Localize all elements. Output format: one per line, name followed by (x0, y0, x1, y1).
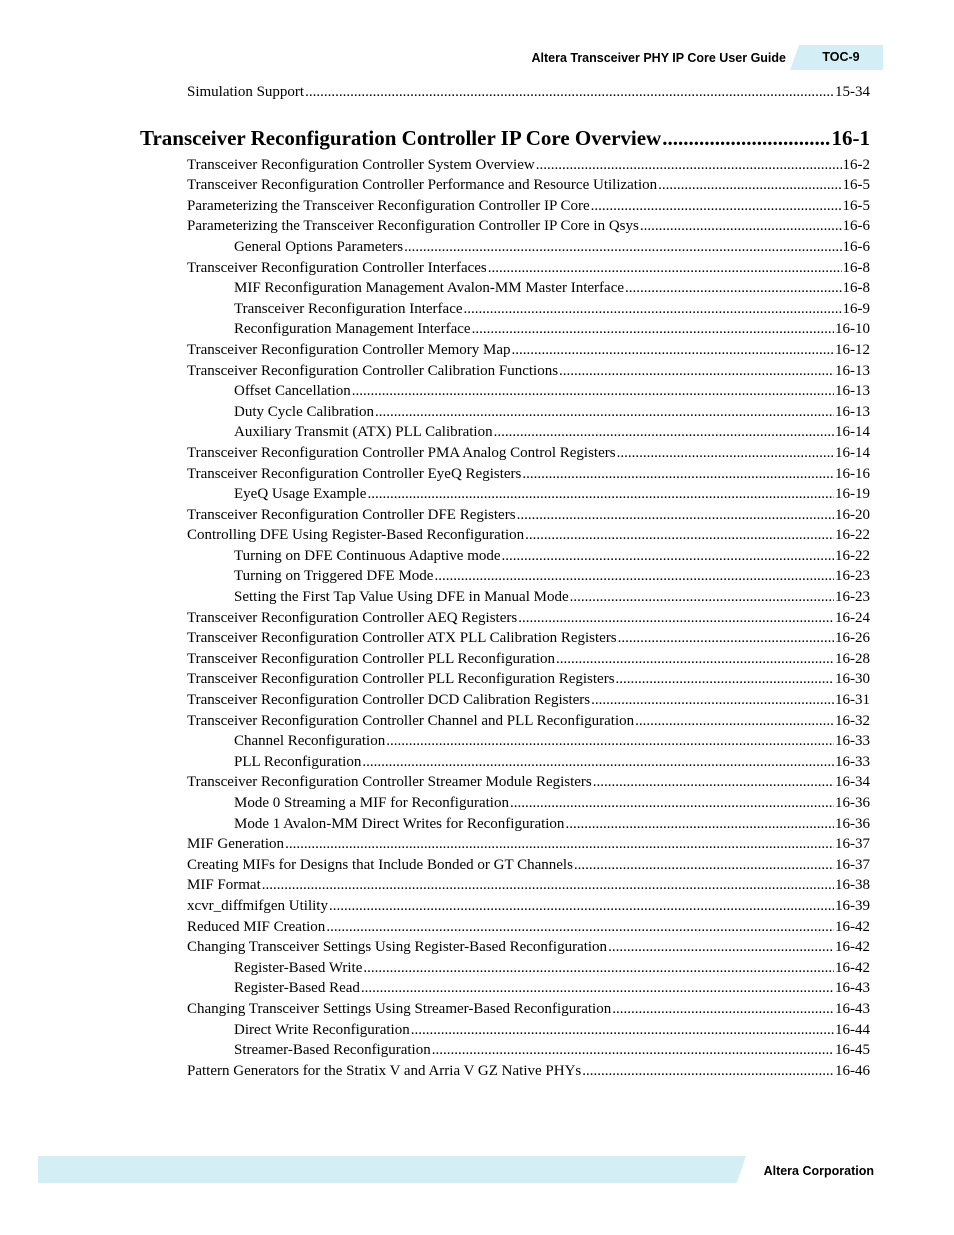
toc-entry-title: Reduced MIF Creation (187, 918, 326, 935)
toc-entry-page: 16-46 (835, 1062, 870, 1079)
toc-entry-title: Transceiver Reconfiguration Controller ATX PLL Calibration Registers (187, 630, 617, 647)
toc-entry-title: General Options Parameters (234, 238, 404, 255)
toc-entry-page: 16-22 (835, 527, 870, 544)
toc-dot-leader (512, 340, 834, 361)
toc-dot-leader (536, 155, 842, 176)
toc-entry-page: 16-33 (835, 753, 870, 770)
toc-entry-title: Direct Write Reconfiguration (234, 1021, 410, 1038)
toc-entry-title: Transceiver Reconfiguration Controller Streamer Module Registers (187, 774, 592, 791)
toc-dot-leader (502, 546, 834, 567)
toc-entry-page: 16-36 (835, 815, 870, 832)
toc-dot-leader (285, 834, 834, 855)
toc-dot-leader (363, 958, 834, 979)
toc-entry-page: 16-14 (835, 444, 870, 461)
toc-entry-title: Transceiver Reconfiguration Controller Interfaces (187, 259, 487, 276)
toc-entry[interactable] (140, 814, 870, 835)
toc-entry-page: 16-10 (835, 321, 870, 338)
toc-entry-title: MIF Format (187, 877, 261, 894)
toc-entry-title: Transceiver Reconfiguration Controller DCD Calibration Registers (187, 692, 591, 709)
toc-entry-title: Streamer-Based Reconfiguration (234, 1042, 431, 1059)
toc-entry-page: 16-20 (835, 506, 870, 523)
toc-entry[interactable] (140, 216, 870, 237)
toc-entry-title: Transceiver Reconfiguration Controller System Overview (187, 156, 535, 173)
toc-entry-page: 16-32 (835, 712, 870, 729)
toc-entry-page: 16-37 (835, 856, 870, 873)
toc-entry-page: 16-16 (835, 465, 870, 482)
toc-entry[interactable] (140, 278, 870, 299)
toc-entry[interactable] (140, 175, 870, 196)
toc-dot-leader (574, 855, 834, 876)
toc-entry[interactable] (140, 505, 870, 526)
toc-entry-page: 16-30 (835, 671, 870, 688)
toc-entry-title: Creating MIFs for Designs that Include Bonded or GT Channels (187, 856, 573, 873)
toc-entry[interactable] (140, 999, 870, 1020)
toc-entry-page: 16-12 (835, 341, 870, 358)
toc-entry-title: Transceiver Reconfiguration Controller Channel and PLL Reconfiguration (187, 712, 635, 729)
toc-dot-leader (593, 772, 834, 793)
toc-entry-title: Parameterizing the Transceiver Reconfiguration Controller IP Core (187, 197, 590, 214)
toc-entry[interactable] (140, 731, 870, 752)
toc-dot-leader (559, 361, 834, 382)
toc-dot-leader (565, 814, 834, 835)
toc-dot-leader (640, 216, 842, 237)
toc-entry-title: Transceiver Reconfiguration Interface (234, 300, 463, 317)
toc-entry-title: Turning on Triggered DFE Mode (234, 568, 434, 585)
toc-entry[interactable] (140, 82, 870, 103)
toc-entry-page: 16-9 (842, 300, 870, 317)
toc-entry-title: Transceiver Reconfiguration Controller AEQ Registers (187, 609, 518, 626)
toc-entry[interactable] (140, 402, 870, 423)
toc-entry[interactable] (140, 978, 870, 999)
toc-entry-page: 16-31 (835, 692, 870, 709)
toc-dot-leader (662, 123, 830, 153)
toc-entry[interactable] (140, 958, 870, 979)
toc-entry-page: 16-14 (835, 424, 870, 441)
toc-entry-page: 16-6 (842, 238, 870, 255)
toc-entry[interactable] (140, 340, 870, 361)
toc-entry-page: 16-8 (842, 259, 870, 276)
toc-entry-title: MIF Reconfiguration Management Avalon-MM Master Interface (234, 280, 625, 297)
toc-entry[interactable] (140, 917, 870, 938)
toc-entry-page: 16-5 (842, 197, 870, 214)
toc-dot-leader (361, 978, 834, 999)
toc-entry-page: 16-42 (835, 959, 870, 976)
toc-entry-page: 16-8 (842, 280, 870, 297)
footer-company: Altera Corporation (763, 1164, 874, 1178)
toc-entry[interactable] (140, 608, 870, 629)
toc-entry-page: 16-13 (835, 403, 870, 420)
toc-entry[interactable] (140, 1061, 870, 1082)
toc-dot-leader (386, 731, 834, 752)
toc-entry[interactable] (140, 937, 870, 958)
toc-entry[interactable] (140, 711, 870, 732)
toc-entry-title: Changing Transceiver Settings Using Streamer-Based Reconfiguration (187, 1000, 612, 1017)
toc-entry[interactable] (140, 525, 870, 546)
toc-entry[interactable] (140, 546, 870, 567)
toc-dot-leader (582, 1061, 834, 1082)
toc-entry-title: xcvr_diffmifgen Utility (187, 897, 328, 914)
toc-entry-title: Changing Transceiver Settings Using Register-Based Reconfiguration (187, 939, 608, 956)
guide-title: Altera Transceiver PHY IP Core User Guide (531, 51, 786, 65)
toc-entry[interactable] (140, 669, 870, 690)
toc-entry-title: Parameterizing the Transceiver Reconfiguration Controller IP Core in Qsys (187, 218, 639, 235)
toc-entry-title: Transceiver Reconfiguration Controller Calibration Functions (187, 362, 559, 379)
toc-entry-page: 16-22 (835, 547, 870, 564)
toc-dot-leader (591, 196, 842, 217)
toc-entry-page: 16-33 (835, 733, 870, 750)
toc-entry-title: Controlling DFE Using Register-Based Reconfiguration (187, 527, 525, 544)
toc-entry[interactable] (140, 422, 870, 443)
toc-entry[interactable] (140, 875, 870, 896)
toc-entry-page: 16-23 (835, 568, 870, 585)
toc-dot-leader (617, 443, 834, 464)
toc-entry-page: 16-24 (835, 609, 870, 626)
toc-dot-leader (658, 175, 841, 196)
toc-entry[interactable] (140, 1020, 870, 1041)
toc-entry[interactable] (140, 361, 870, 382)
toc-entry[interactable] (140, 196, 870, 217)
toc-dot-leader (305, 82, 834, 103)
toc-entry-title: Offset Cancellation (234, 383, 351, 400)
toc-entry[interactable] (140, 1040, 870, 1061)
toc-entry[interactable] (140, 299, 870, 320)
toc-entry-title: Transceiver Reconfiguration Controller EyeQ Registers (187, 465, 522, 482)
toc-entry[interactable] (140, 155, 870, 176)
toc-entry-page: 16-13 (835, 362, 870, 379)
toc-entry-page: 16-42 (835, 918, 870, 935)
toc-dot-leader (612, 999, 834, 1020)
toc-entry-title: Mode 0 Streaming a MIF for Reconfiguration (234, 795, 509, 811)
toc-dot-leader (472, 319, 834, 340)
toc-entry[interactable] (140, 587, 870, 608)
toc-entry-title: Simulation Support (187, 84, 305, 100)
toc-dot-leader (608, 937, 834, 958)
toc-entry-page: 16-23 (835, 589, 870, 606)
toc-entry[interactable] (140, 443, 870, 464)
page-label-tab: TOC-9 (799, 45, 883, 70)
toc-entry[interactable] (140, 649, 870, 670)
toc-entry-page: 16-39 (835, 897, 870, 914)
toc-dot-leader (404, 237, 841, 258)
toc-entry[interactable] (140, 237, 870, 258)
toc-entry[interactable] (140, 855, 870, 876)
toc-dot-leader (518, 608, 834, 629)
toc-dot-leader (367, 484, 834, 505)
toc-entry-page: 16-43 (835, 980, 870, 997)
toc-dot-leader (522, 464, 834, 485)
toc-dot-leader (329, 896, 834, 917)
toc-entry-title: Channel Reconfiguration (234, 733, 386, 750)
toc-dot-leader (375, 402, 834, 423)
toc-dot-leader (494, 422, 834, 443)
toc-entry-title: MIF Generation (187, 836, 285, 853)
toc-dot-leader (411, 1020, 834, 1041)
toc-entry-page: 16-38 (835, 877, 870, 894)
toc-entry-page: 16-1 (831, 125, 870, 150)
toc-entry-title: EyeQ Usage Example (234, 486, 367, 503)
toc-dot-leader (517, 505, 834, 526)
toc-entry-title: Transceiver Reconfiguration Controller PLL Reconfiguration (187, 650, 555, 667)
toc-dot-leader (510, 793, 834, 814)
toc-entry-page: 16-19 (835, 486, 870, 503)
toc-entry-title: Transceiver Reconfiguration Controller IP Core Overview (140, 125, 662, 150)
toc-entry[interactable] (140, 484, 870, 505)
toc-entry-page: 16-45 (835, 1042, 870, 1059)
toc-dot-leader (326, 917, 834, 938)
toc-entry-title: Transceiver Reconfiguration Controller DFE Registers (187, 506, 516, 523)
toc-entry[interactable] (140, 381, 870, 402)
toc-entry[interactable] (140, 628, 870, 649)
toc-entry-page: 16-2 (842, 156, 870, 173)
toc-entry-title: Auxiliary Transmit (ATX) PLL Calibration (234, 424, 493, 441)
toc-entry[interactable] (140, 793, 870, 814)
toc-entry[interactable] (140, 258, 870, 279)
toc-entry[interactable] (140, 566, 870, 587)
toc-entry-title: Mode 1 Avalon-MM Direct Writes for Reconfiguration (234, 815, 565, 832)
toc-dot-leader (556, 649, 834, 670)
toc-entry[interactable] (140, 690, 870, 711)
toc-dot-leader (591, 690, 834, 711)
toc-chapter-entry[interactable] (140, 123, 870, 153)
toc-entry-title: Register-Based Write (234, 959, 363, 976)
toc-entry-page: 16-5 (842, 177, 870, 194)
toc-entry-title: Pattern Generators for the Stratix V and Arria V GZ Native PHYs (187, 1062, 582, 1079)
toc-dot-leader (434, 566, 834, 587)
toc-entry-title: Transceiver Reconfiguration Controller Performance and Resource Utilization (187, 177, 658, 194)
toc-entry-title: Transceiver Reconfiguration Controller PMA Analog Control Registers (187, 444, 616, 461)
toc-entry-page: 16-28 (835, 650, 870, 667)
toc-entry-title: Register-Based Read (234, 980, 360, 997)
toc-entry-title: PLL Reconfiguration (234, 753, 362, 770)
toc-dot-leader (570, 587, 834, 608)
toc-dot-leader (352, 381, 834, 402)
toc-entry-page: 15-34 (835, 84, 870, 100)
toc-dot-leader (262, 875, 834, 896)
toc-entry-title: Setting the First Tap Value Using DFE in Manual Mode (234, 589, 569, 606)
toc-dot-leader (464, 299, 842, 320)
toc-entry-title: Turning on DFE Continuous Adaptive mode (234, 547, 501, 564)
toc-dot-leader (618, 628, 834, 649)
toc-entry[interactable] (140, 896, 870, 917)
toc-entry[interactable] (140, 752, 870, 773)
toc-entry-page: 16-13 (835, 383, 870, 400)
toc-entry-page: 16-42 (835, 939, 870, 956)
toc-entry-page: 16-26 (835, 630, 870, 647)
toc-entry-page: 16-44 (835, 1021, 870, 1038)
toc-entry-title: Transceiver Reconfiguration Controller Memory Map (187, 341, 511, 358)
toc-dot-leader (362, 752, 834, 773)
toc-entry[interactable] (140, 464, 870, 485)
toc-entry-title: Duty Cycle Calibration (234, 403, 374, 420)
toc-entry[interactable] (140, 772, 870, 793)
footer-band (38, 1156, 746, 1183)
toc-entry-title: Reconfiguration Management Interface (234, 321, 471, 338)
toc-dot-leader (432, 1040, 834, 1061)
toc-dot-leader (635, 711, 834, 732)
toc-entry-title: Transceiver Reconfiguration Controller PLL Reconfiguration Registers (187, 671, 615, 688)
toc-entry[interactable] (140, 319, 870, 340)
toc-entry-page: 16-37 (835, 836, 870, 853)
table-of-contents (140, 82, 870, 1081)
toc-entry-page: 16-43 (835, 1000, 870, 1017)
toc-entry-page: 16-34 (835, 774, 870, 791)
toc-entry-page: 16-6 (842, 218, 870, 235)
toc-dot-leader (525, 525, 834, 546)
toc-dot-leader (616, 669, 834, 690)
toc-dot-leader (488, 258, 842, 279)
toc-entry-page: 16-36 (835, 795, 870, 811)
toc-dot-leader (625, 278, 841, 299)
toc-entry[interactable] (140, 834, 870, 855)
